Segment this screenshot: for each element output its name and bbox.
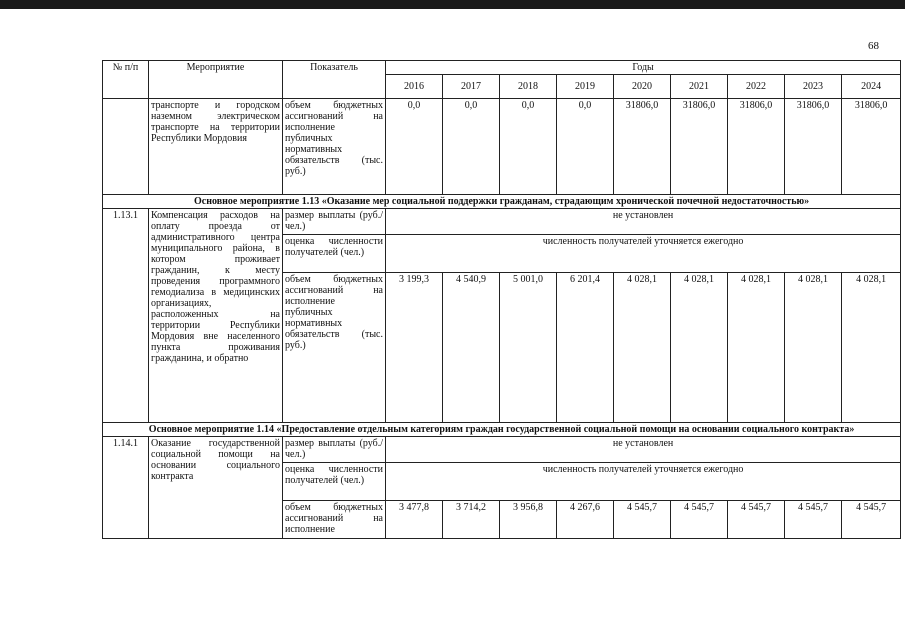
value-cell: 31806,0 [671,99,728,195]
year-cell: 2016 [386,75,443,99]
value-cell: 4 028,1 [842,273,901,423]
merged-value-cell: численность получателей уточняется ежегодно [386,463,901,501]
section-title-row [103,423,901,437]
value-cell: 4 028,1 [671,273,728,423]
value-cell: 3 956,8 [500,501,557,539]
value-cell: 6 201,4 [557,273,614,423]
event-cell: транспорте и городском наземном электрическом транспорте на территории Республики Мордовия [149,99,283,195]
year-cell: 2019 [557,75,614,99]
value-cell: 3 477,8 [386,501,443,539]
indicator-cell: объем бюджетных ассигнований на исполнение [283,501,386,539]
year-cell: 2022 [728,75,785,99]
value-cell: 4 545,7 [728,501,785,539]
value-cell: 4 545,7 [614,501,671,539]
num-cell [103,99,149,195]
header-years: Годы [386,61,901,75]
section-title-row [103,195,901,209]
section-title: Основное мероприятие 1.13 «Оказание мер социальной поддержки гражданам, страдающим хронической почечной недостаточностью» [103,195,901,209]
value-cell: 31806,0 [842,99,901,195]
merged-value-cell: не установлен [386,437,901,463]
value-cell: 0,0 [500,99,557,195]
value-cell: 3 199,3 [386,273,443,423]
merged-value-cell: не установлен [386,209,901,235]
value-cell: 0,0 [386,99,443,195]
header-row-1 [103,61,901,75]
value-cell: 3 714,2 [443,501,500,539]
value-cell: 31806,0 [785,99,842,195]
table-row [103,437,901,463]
header-num: № п/п [103,61,149,99]
indicator-cell: оценка численности получателей (чел.) [283,235,386,273]
year-cell: 2017 [443,75,500,99]
value-cell: 4 545,7 [671,501,728,539]
header-event: Мероприятие [149,61,283,99]
num-cell: 1.13.1 [103,209,149,423]
header-indicator: Показатель [283,61,386,99]
page-number: 68 [868,40,879,52]
value-cell: 0,0 [443,99,500,195]
year-cell: 2020 [614,75,671,99]
program-table [102,60,901,539]
event-cell: Компенсация расходов на оплату проезда от административного центра муниципального района, в котором проживает гражданин, к месту проведения программного гемодиализа в медицинских организациях, расположенных на территории Республики Мордовия вне населенного пункта проживания гражданина, и обратно [149,209,283,423]
year-cell: 2021 [671,75,728,99]
num-cell: 1.14.1 [103,437,149,539]
value-cell: 0,0 [557,99,614,195]
year-cell: 2024 [842,75,901,99]
value-cell: 4 545,7 [785,501,842,539]
year-cell: 2018 [500,75,557,99]
value-cell: 5 001,0 [500,273,557,423]
value-cell: 4 540,9 [443,273,500,423]
indicator-cell: объем бюджетных ассигнований на исполнение публичных нормативных обязательств (тыс. руб.) [283,99,386,195]
indicator-cell: размер выплаты (руб./ чел.) [283,437,386,463]
value-cell: 4 267,6 [557,501,614,539]
merged-value-cell: численность получателей уточняется ежегодно [386,235,901,273]
indicator-cell: оценка численности получателей (чел.) [283,463,386,501]
value-cell: 4 028,1 [785,273,842,423]
value-cell: 4 028,1 [728,273,785,423]
section-title: Основное мероприятие 1.14 «Предоставление отдельным категориям граждан государственной социальной помощи на основании социального контракта» [103,423,901,437]
table-row [103,209,901,235]
indicator-cell: объем бюджетных ассигнований на исполнение публичных нормативных обязательств (тыс. руб.) [283,273,386,423]
indicator-cell: размер выплаты (руб./ чел.) [283,209,386,235]
year-cell: 2023 [785,75,842,99]
table-row [103,99,901,195]
value-cell: 4 545,7 [842,501,901,539]
value-cell: 4 028,1 [614,273,671,423]
value-cell: 31806,0 [614,99,671,195]
scan-top-border [0,0,905,9]
event-cell: Оказание государственной социальной помощи на основании социального контракта [149,437,283,539]
value-cell: 31806,0 [728,99,785,195]
